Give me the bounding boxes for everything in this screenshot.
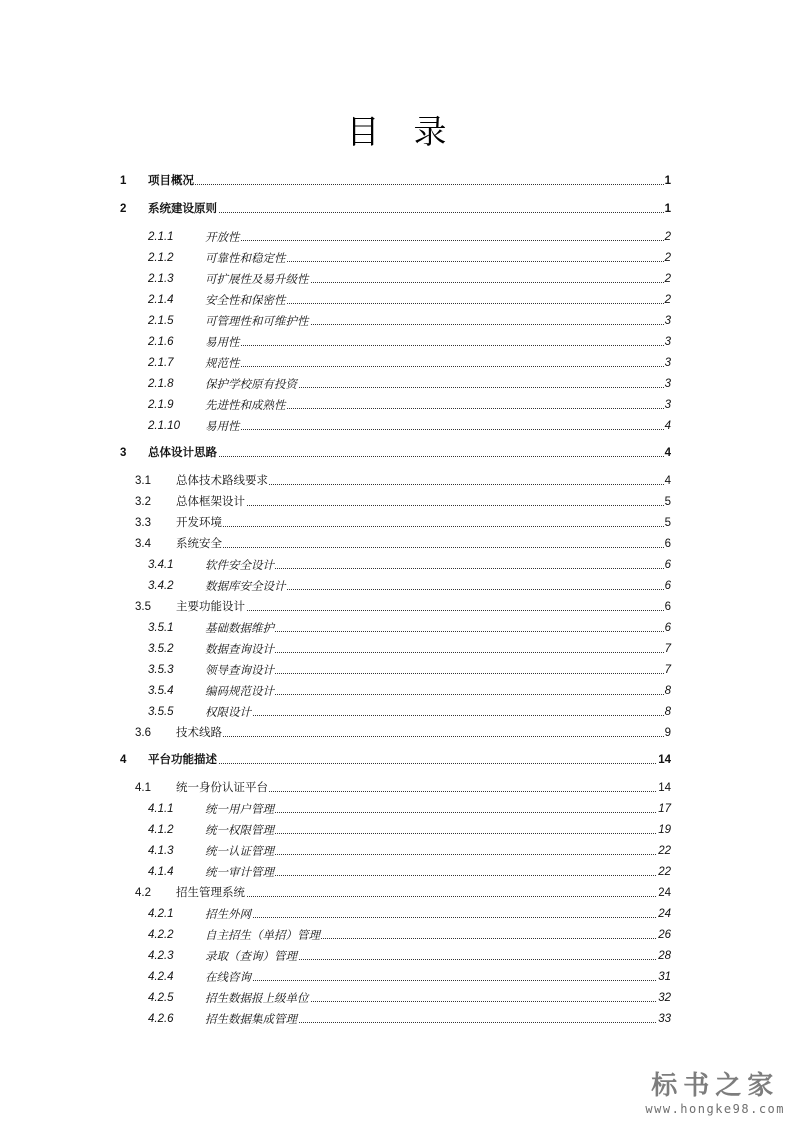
toc-entry-label[interactable]: 统一权限管理: [205, 823, 274, 837]
toc-entry-number: 2.1.7: [148, 357, 174, 369]
toc-entry-number: 4.2.5: [148, 992, 174, 1004]
toc-entry-label[interactable]: 主要功能设计: [176, 598, 246, 616]
toc-entry-page[interactable]: 26: [657, 926, 671, 944]
toc-entry-number: 4.1.4: [148, 866, 174, 878]
toc-entry-number: 4.2.6: [148, 1013, 174, 1025]
toc-entry-label[interactable]: 招生外网: [205, 907, 251, 921]
toc-entry-number: 3.4: [135, 538, 151, 550]
toc-entry[interactable]: [0, 396, 793, 414]
toc-entry-label[interactable]: 可扩展性及易升级性: [205, 272, 309, 286]
toc-leader-dots: [148, 212, 668, 213]
toc-entry-number: 3.4.1: [148, 559, 174, 571]
toc-entry[interactable]: [0, 228, 793, 246]
toc-entry[interactable]: [0, 619, 793, 637]
toc-entry[interactable]: [0, 598, 793, 616]
toc-entry-label[interactable]: 易用性: [205, 419, 240, 433]
toc-entry-label[interactable]: 自主招生（单招）管理: [205, 928, 320, 942]
toc-leader-dots: [205, 345, 668, 346]
toc-entry-page[interactable]: 6: [664, 556, 671, 574]
toc-entry-page[interactable]: 17: [657, 800, 671, 818]
toc-entry[interactable]: [0, 947, 793, 965]
toc-entry-page[interactable]: 2: [664, 270, 671, 288]
toc-entry[interactable]: [0, 535, 793, 553]
toc-entry-page[interactable]: 2: [664, 228, 671, 246]
toc-entry-page[interactable]: 22: [657, 842, 671, 860]
toc-entry-number: 2.1.9: [148, 399, 174, 411]
toc-entry-page[interactable]: 2: [664, 291, 671, 309]
toc-entry-label[interactable]: 统一认证管理: [205, 844, 274, 858]
toc-entry[interactable]: [0, 661, 793, 679]
toc-entry[interactable]: [0, 926, 793, 944]
toc-entry-page[interactable]: 5: [664, 493, 671, 511]
toc-entry-label[interactable]: 系统建设原则: [148, 200, 218, 218]
toc-entry[interactable]: [0, 703, 793, 721]
toc-entry-page[interactable]: 4: [664, 417, 671, 435]
toc-entry-number: 3.2: [135, 496, 151, 508]
toc-entry-number: 3.5.2: [148, 643, 174, 655]
toc-leader-dots: [205, 429, 668, 430]
toc-entry-number: 4.1: [135, 782, 151, 794]
toc-entry-page[interactable]: 3: [664, 375, 671, 393]
toc-leader-dots: [205, 366, 668, 367]
toc-entry-label[interactable]: 录取（查询）管理: [205, 949, 297, 963]
toc-leader-dots: [205, 240, 668, 241]
toc-leader-dots: [205, 980, 668, 981]
toc-entry-number: 4: [120, 754, 127, 766]
toc-entry[interactable]: [0, 724, 793, 742]
toc-entry[interactable]: [0, 682, 793, 700]
toc-entry-label[interactable]: 系统安全: [176, 535, 223, 553]
toc-entry[interactable]: [0, 905, 793, 923]
toc-leader-dots: [176, 610, 668, 611]
toc-entry-label[interactable]: 领导查询设计: [205, 663, 274, 677]
toc-entry-page[interactable]: 14: [657, 751, 671, 769]
toc-entry-page[interactable]: 3: [664, 333, 671, 351]
toc-entry-number: 4.2.1: [148, 908, 174, 920]
toc-title: 目录: [346, 112, 481, 151]
toc-entry[interactable]: [0, 1010, 793, 1028]
toc-entry-number: 2.1.5: [148, 315, 174, 327]
toc-entry-number: 2.1.2: [148, 252, 174, 264]
toc-entry-number: 3: [120, 447, 127, 459]
toc-entry-label[interactable]: 总体技术路线要求: [176, 472, 269, 490]
toc-entry-number: 3.1: [135, 475, 151, 487]
watermark-url: www.hongke98.com: [645, 1102, 785, 1116]
toc-leader-dots: [205, 715, 668, 716]
toc-entry-page[interactable]: 28: [657, 947, 671, 965]
toc-entry-label[interactable]: 规范性: [205, 356, 240, 370]
toc-entry[interactable]: [0, 821, 793, 839]
toc-entry-page[interactable]: 6: [664, 577, 671, 595]
toc-entry-page[interactable]: 6: [664, 598, 671, 616]
toc-entry-number: 3.5.4: [148, 685, 174, 697]
toc-entry-number: 2.1.6: [148, 336, 174, 348]
toc-entry-page[interactable]: 4: [664, 444, 671, 462]
toc-entry[interactable]: [0, 291, 793, 309]
toc-entry-label[interactable]: 招生数据集成管理: [205, 1012, 297, 1026]
toc-entry[interactable]: [0, 312, 793, 330]
toc-entry[interactable]: [0, 200, 793, 218]
toc-entry-number: 4.1.3: [148, 845, 174, 857]
watermark-brand: 标书之家: [651, 1070, 780, 1100]
toc-entry[interactable]: [0, 751, 793, 769]
toc-entry-label[interactable]: 可管理性和可维护性: [205, 314, 309, 328]
toc-entry-number: 3.3: [135, 517, 151, 529]
toc-leader-dots: [176, 505, 668, 506]
toc-leader-dots: [176, 526, 668, 527]
toc-entry-label[interactable]: 平台功能描述: [148, 751, 218, 769]
toc-entry-number: 4.2.2: [148, 929, 174, 941]
toc-leader-dots: [148, 763, 668, 764]
toc-entry[interactable]: [0, 556, 793, 574]
toc-entry-number: 4.2.3: [148, 950, 174, 962]
toc-leader-dots: [176, 896, 668, 897]
toc-entry-label[interactable]: 保护学校原有投资: [205, 377, 297, 391]
toc-entry[interactable]: [0, 779, 793, 797]
toc-entry-number: 4.1.2: [148, 824, 174, 836]
toc-entry-number: 2.1.1: [148, 231, 174, 243]
toc-entry-label[interactable]: 总体框架设计: [176, 493, 246, 511]
toc-entry-number: 3.5.1: [148, 622, 174, 634]
toc-entry-page[interactable]: 8: [664, 682, 671, 700]
toc-leader-dots: [148, 456, 668, 457]
toc-entry-page[interactable]: 6: [664, 619, 671, 637]
toc-entry[interactable]: [0, 968, 793, 986]
toc-entry[interactable]: [0, 417, 793, 435]
toc-entry[interactable]: [0, 354, 793, 372]
toc-entry-page[interactable]: 3: [664, 396, 671, 414]
toc-entry-page[interactable]: 19: [657, 821, 671, 839]
toc-entry-label[interactable]: 开发环境: [176, 514, 223, 532]
toc-entry[interactable]: [0, 842, 793, 860]
toc-entry[interactable]: [0, 989, 793, 1007]
toc-entry-number: 3.5: [135, 601, 151, 613]
toc-entry-label[interactable]: 软件安全设计: [205, 558, 274, 572]
toc-entry-page[interactable]: 14: [657, 779, 671, 797]
toc-entry-page[interactable]: 6: [664, 535, 671, 553]
toc-entry-page[interactable]: 22: [657, 863, 671, 881]
watermark: [645, 1065, 785, 1116]
toc-entry[interactable]: [0, 270, 793, 288]
toc-entry-label[interactable]: 安全性和保密性: [205, 293, 286, 307]
toc-entry-label[interactable]: 项目概况: [148, 172, 195, 190]
toc-entry-label[interactable]: 在线咨询: [205, 970, 251, 984]
toc-entry-number: 4.2.4: [148, 971, 174, 983]
toc-leader-dots: [205, 917, 668, 918]
toc-entry-label[interactable]: 招生管理系统: [176, 884, 246, 902]
toc-entry-number: 2.1.8: [148, 378, 174, 390]
toc-entry-page[interactable]: 24: [657, 905, 671, 923]
toc-entry[interactable]: [0, 800, 793, 818]
toc-entry-label[interactable]: 易用性: [205, 335, 240, 349]
toc-entry-page[interactable]: 8: [664, 703, 671, 721]
toc-entry-number: 2: [120, 203, 127, 215]
toc-entry-label[interactable]: 统一身份认证平台: [176, 779, 269, 797]
toc-entry-number: 4.1.1: [148, 803, 174, 815]
toc-entry-number: 4.2: [135, 887, 151, 899]
toc-entry-page[interactable]: 1: [664, 172, 671, 190]
toc-entry-page[interactable]: 33: [657, 1010, 671, 1028]
toc-entry[interactable]: [0, 884, 793, 902]
toc-entry[interactable]: [0, 640, 793, 658]
toc-entry-number: 2.1.3: [148, 273, 174, 285]
toc-entry-number: 3.4.2: [148, 580, 174, 592]
toc-entry[interactable]: [0, 863, 793, 881]
toc-entry[interactable]: [0, 444, 793, 462]
toc-leader-dots: [176, 547, 668, 548]
toc-entry-label[interactable]: 权限设计: [205, 705, 251, 719]
toc-entry[interactable]: [0, 333, 793, 351]
toc-entry-label[interactable]: 可靠性和稳定性: [205, 251, 286, 265]
toc-entry-label[interactable]: 数据库安全设计: [205, 579, 286, 593]
toc-entry-number: 3.5.3: [148, 664, 174, 676]
toc-leader-dots: [176, 736, 668, 737]
toc-entry-number: 3.5.5: [148, 706, 174, 718]
toc-entry-page[interactable]: 5: [664, 514, 671, 532]
toc-entry[interactable]: [0, 172, 793, 190]
toc-entry[interactable]: [0, 577, 793, 595]
toc-entry[interactable]: [0, 493, 793, 511]
toc-entry-page[interactable]: 3: [664, 312, 671, 330]
toc-entry-label[interactable]: 统一用户管理: [205, 802, 274, 816]
toc-entry-page[interactable]: 3: [664, 354, 671, 372]
toc-entry-label[interactable]: 总体设计思路: [148, 444, 218, 462]
toc-entry-page[interactable]: 9: [664, 724, 671, 742]
toc-entry-page[interactable]: 7: [664, 661, 671, 679]
toc-entry-label[interactable]: 统一审计管理: [205, 865, 274, 879]
toc-entry-page[interactable]: 24: [657, 884, 671, 902]
toc-entry[interactable]: [0, 472, 793, 490]
toc-entry-number: 1: [120, 175, 127, 187]
toc-leader-dots: [148, 184, 668, 185]
toc-entry-number: 2.1.4: [148, 294, 174, 306]
toc-entry-page[interactable]: 31: [657, 968, 671, 986]
toc-entry-label[interactable]: 编码规范设计: [205, 684, 274, 698]
toc-entry-page[interactable]: 4: [664, 472, 671, 490]
toc-entry-label[interactable]: 技术线路: [176, 724, 223, 742]
toc-entry[interactable]: [0, 375, 793, 393]
toc-entry-label[interactable]: 数据查询设计: [205, 642, 274, 656]
toc-entry-number: 3.6: [135, 727, 151, 739]
toc-entry[interactable]: [0, 514, 793, 532]
toc-entry-page[interactable]: 2: [664, 249, 671, 267]
toc-entry-page[interactable]: 1: [664, 200, 671, 218]
toc-entry-number: 2.1.10: [148, 420, 180, 432]
toc-entry-label[interactable]: 先进性和成熟性: [205, 398, 286, 412]
toc-entry-page[interactable]: 32: [657, 989, 671, 1007]
toc-entry-label[interactable]: 招生数据报上级单位: [205, 991, 309, 1005]
toc-entry-page[interactable]: 7: [664, 640, 671, 658]
toc-entry[interactable]: [0, 249, 793, 267]
toc-entry-label[interactable]: 基础数据维护: [205, 621, 274, 635]
toc-entry-label[interactable]: 开放性: [205, 230, 240, 244]
